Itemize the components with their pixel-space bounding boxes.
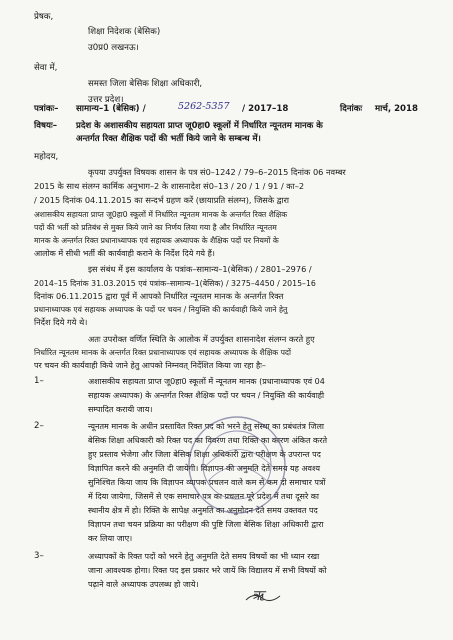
paragraph-2-line: निर्देश दिये गये थे। bbox=[34, 317, 88, 327]
paragraph-3-line: पर चयन की कार्यवाही किये जाने हेतु आपको निम्नवत् निर्देशित किया जा रहा हैः– bbox=[34, 361, 266, 370]
paragraph-2-line: इस संबंध में इस कार्यालय के पत्रांक–सामान्य–1(बेसिक) / 2801–2976 / bbox=[88, 264, 312, 274]
official-seal-stamp bbox=[182, 410, 292, 520]
date-label: दिनांकः bbox=[340, 104, 363, 114]
list-item-line: कर लिया जाए। bbox=[88, 534, 133, 543]
paragraph-1-line: मानक के अन्तर्गत रिक्त प्रधानाध्यापक एवं सहायक अध्यापक के शैक्षिक पदों पर नियमों के bbox=[34, 236, 279, 245]
paragraph-1-line: कृपया उपर्युक्त विषयक शासन के पत्र सं0–1242 / 79–6–2015 दिनांक 06 नवम्बर bbox=[88, 167, 346, 177]
list-item-line: न्यूनतम मानक के अधीन प्रस्तावित रिक्त पद को भरने हेतु संस्था का प्रबंधतंत्र जिला bbox=[88, 422, 324, 431]
subject-line-1: प्रदेश के अशासकीय सहायता प्राप्त जू0हा0 स्कूलों में निर्धारित न्यूनतम मानक के bbox=[76, 121, 323, 131]
date-value: मार्च, 2018 bbox=[375, 104, 418, 114]
list-item-line: पढ़ाने वाले अध्यापक उपलब्ध हो जाये। bbox=[88, 580, 199, 589]
salutation: महोदय, bbox=[34, 152, 59, 162]
list-item-line: सुनिश्चित किया जाय कि विज्ञापन व्यापक प्रचलन वाले कम से कम दो समाचार पत्रों bbox=[88, 478, 326, 487]
paragraph-1-line: अशासकीय सहायता प्राप्त जू0हा0 स्कूलों में निर्धारित न्यूनतम मानक के अन्तर्गत रिक्त शैक्षिक bbox=[34, 210, 288, 219]
list-item-line: सम्पादित करायी जाय। bbox=[88, 405, 153, 414]
subject-line-2: अन्तर्गत रिक्त शैक्षिक पदों की भर्ती किये जाने के सम्बन्ध में। bbox=[76, 134, 261, 144]
list-item-line: जाना आवश्यक होगा। रिक्त पद इस प्रकार भरे जायें कि विद्यालय में सभी विषयों को bbox=[88, 566, 327, 575]
paragraph-2-line: प्रधानाध्यापक एवं सहायक अध्यापक के पदों पर चयन / नियुक्ति की कार्यवाही किये जाने हेतु bbox=[34, 305, 288, 314]
paragraph-1-line: / 2015 दिनांक 04.11.2015 का सन्दर्भ ग्रहण करें (छायाप्रति संलग्न), जिसके द्वारा bbox=[34, 195, 290, 205]
list-item-line: सहायक अध्यापक) के अन्तर्गत रिक्त शैक्षिक पदों पर चयन / नियुक्ति की कार्यवाही bbox=[88, 391, 325, 400]
patrank-label: पत्रांकः– bbox=[34, 104, 59, 114]
signature-scribble bbox=[244, 590, 284, 604]
paragraph-1-line: 2015 के साथ संलग्न कार्मिक अनुभाग–2 के शासनादेश सं0–13 / 20 / 1 / 91 / का–2 bbox=[34, 181, 305, 191]
from-line-1: शिक्षा निदेशक (बेसिक) bbox=[88, 27, 161, 37]
list-item-line: विज्ञापन तथा चयन प्रक्रिया का परीक्षण की पुष्टि जिला बेसिक शिक्षा अधिकारी द्वारा bbox=[88, 520, 324, 529]
list-item-line: हुए प्रस्ताव भेजेगा और जिला बेसिक शिक्षा अधिकारी द्वारा परीक्षण के उपरान्त पद bbox=[88, 450, 321, 459]
list-item-line: में दिया जायेगा, जिसमें से एक समाचार पत्र का प्रचलन पूरे प्रदेश में तथा दूसरे का bbox=[88, 492, 319, 501]
subject-label: विषयः– bbox=[34, 121, 57, 131]
paragraph-3-line: निर्धारित न्यूनतम मानक के अन्तर्गत रिक्त प्रधानाध्यापक एवं सहायक अध्यापक के शैक्षिक पदों bbox=[34, 348, 292, 357]
list-item-line: अध्यापकों के रिक्त पदों को भरने हेतु अनुमति देते समय विषयों का भी ध्यान रखा bbox=[88, 552, 320, 561]
to-line-2: उत्तर प्रदेश। bbox=[88, 95, 124, 105]
to-line-1: समस्त जिला बेसिक शिक्षा अधिकारी, bbox=[88, 79, 203, 89]
paragraph-2-line: दिनांक 06.11.2015 द्वारा पूर्व में आपको निर्धारित न्यूनतम मानक के अन्तर्गत रिक्त bbox=[34, 291, 284, 301]
signature-initials: ऋ bbox=[252, 588, 264, 604]
list-item-number: 3– bbox=[34, 551, 44, 561]
to-label: सेवा में, bbox=[34, 63, 58, 73]
paragraph-1-line: पदों की भर्ती को प्रतिबंध से मुक्त किये जाने का निर्णय लिया गया है और निर्धारित न्यूनतम bbox=[34, 223, 277, 232]
list-item-line: बेसिक शिक्षा अधिकारी को रिक्त पद का विवरण तथा रिक्ति का कारण अंकित करते bbox=[88, 436, 328, 445]
list-item-number: 1– bbox=[34, 376, 44, 386]
from-label: प्रेषक, bbox=[34, 12, 54, 22]
patrank-prefix: सामान्य–1 (बेसिक) / bbox=[76, 104, 146, 114]
paragraph-3-line: अतः उपरोक्त वर्णित स्थिति के आलोक में उपर्युक्त शासनादेश संलग्न करते हुए bbox=[88, 334, 315, 344]
paragraph-1-line: आलोक में सीधी भर्ती की कार्यवाही कराने के निर्देश दिये गये हैं। bbox=[34, 249, 215, 258]
list-item-line: अशासकीय सहायता प्राप्त जू0हा0 स्कूलों में न्यूनतम मानक (प्रधानाध्यापक एवं 04 bbox=[88, 377, 325, 386]
paragraph-2-line: 2014–15 दिनांक 31.03.2015 एवं पत्रांक–सामान्य–1(बेसिक) / 3275–4450 / 2015–16 bbox=[34, 279, 316, 288]
list-item-line: विज्ञापित करने की अनुमति दी जायेगी। विज्ञापन की अनुमति देते समय यह अवश्य bbox=[88, 464, 321, 473]
from-line-2: उ0प्र0 लखनऊ। bbox=[88, 43, 139, 53]
list-item-number: 2– bbox=[34, 421, 44, 431]
patrank-handwritten-number: 5262-5357 bbox=[178, 101, 230, 112]
list-item-line: स्थानीय क्षेत्र में हो। रिक्ति के सापेक्ष अनुमति का अनुमोदन देते समय उक्तवत पद bbox=[88, 506, 318, 515]
patrank-suffix: / 2017–18 bbox=[242, 104, 289, 114]
